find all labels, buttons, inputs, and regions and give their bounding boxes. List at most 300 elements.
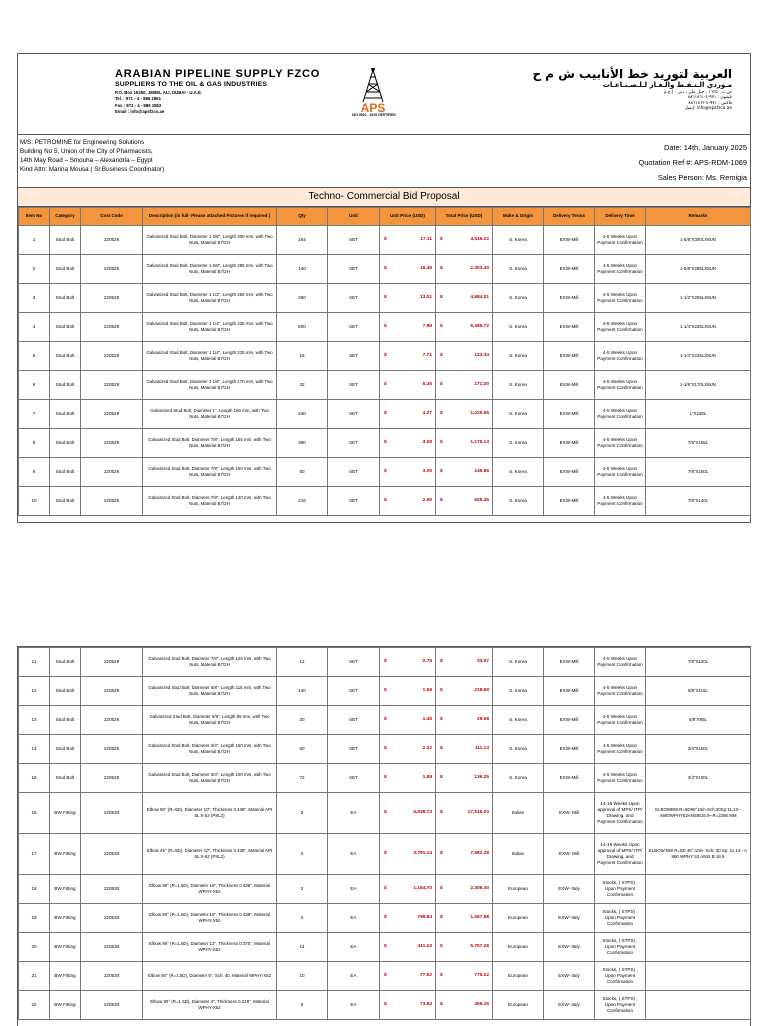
company-fax: Fax : 971 - 4 - 886 1862	[115, 102, 162, 108]
price-value: 13.01	[419, 294, 432, 300]
currency-symbol: $	[440, 914, 443, 920]
cell-qty: 360	[277, 284, 328, 313]
cell-item-no: 8	[19, 429, 50, 458]
cell-category: Stud Bolt	[50, 648, 81, 677]
cell-make-origin: S. Korea	[493, 313, 544, 342]
cell-description: Elbow 90° (R=1.5D), Diameter 18", Thickness 0.438", Material WPHY-X52	[143, 875, 277, 904]
cell-delivery-terms: EXW-Mill	[544, 400, 595, 429]
currency-symbol: $	[440, 850, 443, 856]
currency-symbol: $	[384, 972, 387, 978]
cell-make-origin: S. Korea	[493, 458, 544, 487]
cell-unit-price	[380, 255, 436, 284]
cell-category: BW Fitting	[50, 991, 81, 1020]
cell-unit-price	[380, 313, 436, 342]
currency-symbol: $	[384, 774, 387, 780]
cell-unit-price	[380, 764, 436, 793]
price-value: 1,154.70	[413, 885, 432, 891]
cell-item-no: 4	[19, 313, 50, 342]
quotation-meta	[639, 140, 747, 186]
table-row	[19, 400, 751, 429]
cell-delivery-time: 4-5 Weeks Upon Payment Confirmation	[595, 313, 646, 342]
price-value: 123.34	[474, 352, 489, 358]
table-row	[19, 255, 751, 284]
currency-symbol: $	[440, 381, 443, 387]
price-value: 7,582.28	[470, 850, 489, 856]
cell-unit-price	[380, 400, 436, 429]
cell-delivery-terms: EXW- Mill	[544, 834, 595, 875]
price-value: 1.89	[422, 774, 432, 780]
cell-delivery-terms: EXW- Italy	[544, 991, 595, 1020]
cell-unit: EA	[328, 834, 380, 875]
quotation-sheet-page-2	[17, 646, 751, 1026]
price-value: 1,597.68	[470, 914, 489, 920]
cell-delivery-terms: EXW-Mill	[544, 226, 595, 255]
table-row	[19, 764, 751, 793]
cell-qty: 16	[277, 342, 328, 371]
price-value: 5,838.73	[413, 809, 432, 815]
cell-cost-code: 220529	[81, 255, 143, 284]
cell-delivery-terms: EXW- Mill	[544, 793, 595, 834]
price-value: 1,025.65	[470, 410, 489, 416]
cell-make-origin: S. Korea	[493, 735, 544, 764]
cell-item-no: 22	[19, 991, 50, 1020]
price-value: 136.25	[474, 774, 489, 780]
company-address-ar: ص.ب ١٦٢٥٠ ، جبل علي ، دبي - إ.ع.م	[663, 90, 732, 95]
cell-category: BW Fitting	[50, 875, 81, 904]
cell-unit: SET	[328, 648, 380, 677]
client-info	[20, 138, 164, 174]
cell-item-no: 21	[19, 962, 50, 991]
cell-remarks: 7/8"X150L	[646, 458, 751, 487]
cell-qty: 5	[277, 991, 328, 1020]
cell-description: Elbow 90° (R=1.5D), Diameter 4", Thickness 0.218", Material WPHY-X52	[143, 991, 277, 1020]
cell-make-origin: European	[493, 991, 544, 1020]
cell-cost-code: 220530	[81, 962, 143, 991]
price-value: 2,303.40	[470, 265, 489, 271]
currency-symbol: $	[440, 265, 443, 271]
cell-category: Stud Bolt	[50, 429, 81, 458]
cell-total-price	[436, 677, 493, 706]
cell-unit: EA	[328, 962, 380, 991]
currency-symbol: $	[440, 658, 443, 664]
cell-category: BW Fitting	[50, 834, 81, 875]
cell-qty: 380	[277, 429, 328, 458]
cell-cost-code: 220529	[81, 284, 143, 313]
cell-remarks	[646, 933, 751, 962]
cell-unit: EA	[328, 991, 380, 1020]
cell-delivery-time: Stocks, ( STPS) , Upon Payment Confirmation	[595, 875, 646, 904]
cell-item-no: 9	[19, 458, 50, 487]
cell-unit-price	[380, 342, 436, 371]
cell-qty: 2	[277, 875, 328, 904]
cell-delivery-terms: EXW-Mill	[544, 342, 595, 371]
cell-unit-price	[380, 991, 436, 1020]
cell-unit: EA	[328, 933, 380, 962]
client-name: M/S: PETROMINE for Engineering Solutions	[20, 139, 145, 146]
cell-cost-code: 220529	[81, 371, 143, 400]
price-value: 3.09	[422, 439, 432, 445]
cell-make-origin: European	[493, 933, 544, 962]
sales-person: Sales Person: Ms. Remigia	[657, 173, 747, 183]
cell-make-origin: Italian	[493, 834, 544, 875]
cell-total-price	[436, 284, 493, 313]
cell-remarks: 1"X180L	[646, 400, 751, 429]
cell-description: Galvanized Stud Bolt, Diameter 1 1/8", Length 170 mm, with Two Nuts, Material B7/2H	[143, 371, 277, 400]
cell-remarks: ELBOWBW:R=5D90°10in-Sch:30Sp:11,13-- A860WPHY52ANSIB16.9--R=2286 MM	[646, 793, 751, 834]
cell-remarks: 1-1/8"X170LX8UN	[646, 371, 751, 400]
cell-unit-price	[380, 793, 436, 834]
currency-symbol: $	[384, 381, 387, 387]
cell-item-no: 11	[19, 648, 50, 677]
table-row	[19, 458, 751, 487]
currency-symbol: $	[384, 323, 387, 329]
cell-unit-price	[380, 933, 436, 962]
cell-remarks: 1-5/8"X285LX8UN	[646, 255, 751, 284]
company-email: Email : info@apsfzco.ae	[115, 109, 165, 115]
price-value: 218.69	[474, 687, 489, 693]
cell-make-origin: S. Korea	[493, 284, 544, 313]
cell-remarks: 5/8"X115L	[646, 677, 751, 706]
cell-total-price	[436, 933, 493, 962]
price-value: 4,684.01	[470, 294, 489, 300]
cell-unit: EA	[328, 875, 380, 904]
cell-item-no: 10	[19, 487, 50, 516]
table-row	[19, 284, 751, 313]
cell-unit: SET	[328, 458, 380, 487]
cell-item-no: 5	[19, 342, 50, 371]
currency-symbol: $	[440, 352, 443, 358]
cell-cost-code: 220529	[81, 342, 143, 371]
currency-symbol: $	[440, 1001, 443, 1007]
cell-delivery-terms: EXW- Italy	[544, 933, 595, 962]
cell-unit-price	[380, 458, 436, 487]
cell-unit-price	[380, 371, 436, 400]
price-value: 1.45	[422, 716, 432, 722]
cell-total-price	[436, 487, 493, 516]
cell-item-no: 3	[19, 284, 50, 313]
cell-total-price	[436, 793, 493, 834]
cell-unit: SET	[328, 677, 380, 706]
cell-remarks: 1-5/8"X300LX8UN	[646, 226, 751, 255]
cell-description: Elbow 90° (R=1.5D), Diameter 6", Sch. 40, Material WPHY-X52	[143, 962, 277, 991]
currency-symbol: $	[384, 716, 387, 722]
cell-delivery-terms: EXW-Mill	[544, 487, 595, 516]
cell-delivery-time: 4-5 Weeks Upon Payment Confirmation	[595, 284, 646, 313]
cell-category: BW Fitting	[50, 793, 81, 834]
currency-symbol: $	[440, 745, 443, 751]
cell-unit: SET	[328, 400, 380, 429]
column-header-qty: Qty	[277, 208, 328, 226]
cell-description: Galvanized Stud Bolt, Diameter 3/4", Length 100 mm, with Two Nuts, Material B7/2H	[143, 764, 277, 793]
cell-description: Galvanized Stud Bolt, Diameter 1", Length 180 mm, with Two Nuts, Material B7/2H	[143, 400, 277, 429]
cell-qty: 264	[277, 226, 328, 255]
table-row	[19, 875, 751, 904]
table-row	[19, 793, 751, 834]
cell-item-no: 20	[19, 933, 50, 962]
cell-delivery-time: 4-5 Weeks Upon Payment Confirmation	[595, 255, 646, 284]
client-address-line-1: Building No 5, Union of the City of Pharmacists,	[20, 148, 153, 155]
currency-symbol: $	[440, 774, 443, 780]
cell-make-origin: S. Korea	[493, 648, 544, 677]
cell-qty: 14	[277, 933, 328, 962]
cell-category: Stud Bolt	[50, 677, 81, 706]
cell-description: Galvanized Stud Bolt, Diameter 1 1/4", Length 235 mm, with Two Nuts, Material B7/2H	[143, 313, 277, 342]
currency-symbol: $	[384, 850, 387, 856]
cell-remarks: 7/8"X140L	[646, 487, 751, 516]
company-address: P.O. Box 16250, JEBEL ALI, DUBAI - U.A.E.	[115, 90, 203, 95]
cell-cost-code: 220530	[81, 834, 143, 875]
quotation-date: Date: 14th, January 2025	[664, 143, 747, 152]
currency-symbol: $	[384, 236, 387, 242]
cell-make-origin: S. Korea	[493, 255, 544, 284]
currency-symbol: $	[384, 914, 387, 920]
cell-delivery-terms: EXW-Mill	[544, 429, 595, 458]
cell-delivery-terms: EXW- Italy	[544, 875, 595, 904]
cell-delivery-time: 4-5 Weeks Upon Payment Confirmation	[595, 226, 646, 255]
cell-total-price	[436, 904, 493, 933]
table-row	[19, 904, 751, 933]
cell-delivery-terms: EXW- Italy	[544, 962, 595, 991]
cell-delivery-time: 4-5 Weeks Upon Payment Confirmation	[595, 400, 646, 429]
cell-total-price	[436, 991, 493, 1020]
cell-description: Galvanized Stud Bolt, Diameter 1 5/8", Length 300 mm, with Two Nuts, Material B7/2H	[143, 226, 277, 255]
price-value: 4,516.22	[470, 236, 489, 242]
cell-item-no: 17	[19, 834, 50, 875]
cell-delivery-terms: EXW-Mill	[544, 735, 595, 764]
cell-cost-code: 220529	[81, 735, 143, 764]
cell-cost-code: 220529	[81, 648, 143, 677]
cell-description: Elbow 90° (R=1.5D), Diameter 16", Thickness 0.438", Material WPHY-X52	[143, 904, 277, 933]
price-value: 369.15	[474, 1001, 489, 1007]
currency-symbol: $	[384, 943, 387, 949]
price-value: 1.56	[422, 687, 432, 693]
price-value: 73.83	[419, 1001, 432, 1007]
column-header-unit-price: Unit Price (USD)	[380, 208, 436, 226]
price-value: 3,791.14	[413, 850, 432, 856]
cell-delivery-time: 14-16 Weeks Upon approval of MPS/ ITP/ Drawing, and Payment Confirmation	[595, 793, 646, 834]
cell-item-no: 1	[19, 226, 50, 255]
cell-total-price	[436, 313, 493, 342]
cell-cost-code: 220529	[81, 458, 143, 487]
cell-remarks	[646, 991, 751, 1020]
price-value: 7.99	[422, 323, 432, 329]
cell-qty: 2	[277, 834, 328, 875]
column-header-description: Description (in full- Please attached Pictures if required )	[143, 208, 277, 226]
cell-category: Stud Bolt	[50, 371, 81, 400]
cell-total-price	[436, 226, 493, 255]
cell-qty: 50	[277, 735, 328, 764]
currency-symbol: $	[440, 236, 443, 242]
cell-category: Stud Bolt	[50, 458, 81, 487]
cell-description: Galvanized Stud Bolt, Diameter 5/8", Length 95 mm, with Two Nuts, Material B7/2H	[143, 706, 277, 735]
currency-symbol: $	[440, 468, 443, 474]
cell-make-origin: S. Korea	[493, 371, 544, 400]
price-value: 149.86	[474, 468, 489, 474]
cell-item-no: 15	[19, 764, 50, 793]
cell-description: Galvanized Stud Bolt, Diameter 3/4", Length 150 mm, with Two Nuts, Material B7/2H	[143, 735, 277, 764]
cell-unit-price	[380, 735, 436, 764]
company-tagline-en: SUPPLIERS TO THE OIL & GAS INDUSTRIES	[115, 81, 268, 88]
cell-delivery-time: Stocks, ( STPS) , Upon Payment Confirmation	[595, 933, 646, 962]
cell-unit-price	[380, 677, 436, 706]
cell-category: Stud Bolt	[50, 255, 81, 284]
cell-unit-price	[380, 706, 436, 735]
cell-qty: 140	[277, 255, 328, 284]
table-row	[19, 371, 751, 400]
table-row	[19, 933, 751, 962]
cell-cost-code: 220529	[81, 677, 143, 706]
price-value: 7.71	[422, 352, 432, 358]
currency-symbol: $	[440, 687, 443, 693]
cell-delivery-time: Stocks, ( STPS) , Upon Payment Confirmation	[595, 962, 646, 991]
cell-unit: SET	[328, 429, 380, 458]
cell-make-origin: S. Korea	[493, 226, 544, 255]
cell-unit-price	[380, 226, 436, 255]
price-value: 29.08	[476, 716, 489, 722]
table-row	[19, 226, 751, 255]
cell-delivery-time: 4-5 Weeks Upon Payment Confirmation	[595, 706, 646, 735]
cell-unit: SET	[328, 764, 380, 793]
currency-symbol: $	[384, 439, 387, 445]
price-value: 2.76	[422, 658, 432, 664]
cell-make-origin: S. Korea	[493, 400, 544, 429]
cell-description: Galvanized Stud Bolt, Diameter 1 1/4", Length 225 mm, with Two Nuts, Material B7/2H	[143, 342, 277, 371]
cell-category: BW Fitting	[50, 962, 81, 991]
cell-unit: SET	[328, 342, 380, 371]
cell-qty: 10	[277, 962, 328, 991]
price-value: 16.45	[419, 265, 432, 271]
cell-cost-code: 220530	[81, 933, 143, 962]
cell-remarks: 7/8"X155L	[646, 429, 751, 458]
price-value: 411.23	[417, 943, 432, 949]
cell-description: Galvanized Stud Bolt, Diameter 7/8", Length 140 mm, with Two Nuts, Material B7/2H	[143, 487, 277, 516]
currency-symbol: $	[440, 885, 443, 891]
cell-total-price	[436, 764, 493, 793]
cell-item-no: 12	[19, 677, 50, 706]
cell-make-origin: European	[493, 875, 544, 904]
cell-item-no: 2	[19, 255, 50, 284]
column-header-item-no: Item No	[19, 208, 50, 226]
cell-remarks: 3/4"X100L	[646, 764, 751, 793]
currency-symbol: $	[384, 687, 387, 693]
cell-delivery-time: Stocks, ( STPS) , Upon Payment Confirmation	[595, 991, 646, 1020]
cell-qty: 50	[277, 458, 328, 487]
cell-unit-price	[380, 284, 436, 313]
cell-description: Galvanized Stud Bolt, Diameter 5/8", Length 115 mm, with Two Nuts, Material B7/2H	[143, 677, 277, 706]
currency-symbol: $	[440, 294, 443, 300]
quotation-sheet-page-1	[17, 53, 751, 523]
cell-category: Stud Bolt	[50, 400, 81, 429]
cell-delivery-terms: EXW-Mill	[544, 313, 595, 342]
cell-cost-code: 220530	[81, 793, 143, 834]
currency-symbol: $	[384, 1001, 387, 1007]
cell-make-origin: S. Korea	[493, 706, 544, 735]
cell-category: Stud Bolt	[50, 313, 81, 342]
cell-unit: SET	[328, 735, 380, 764]
company-email-ar: info@apsfzco.ae :إيميل	[684, 106, 732, 112]
cell-make-origin: European	[493, 904, 544, 933]
cell-cost-code: 220529	[81, 313, 143, 342]
cell-category: Stud Bolt	[50, 342, 81, 371]
cell-total-price	[436, 371, 493, 400]
cell-unit-price	[380, 648, 436, 677]
company-name-en: ARABIAN PIPELINE SUPPLY FZCO	[115, 68, 321, 80]
cell-remarks: 7/8"X120L	[646, 648, 751, 677]
currency-symbol: $	[440, 323, 443, 329]
cell-description: Elbow 90° (R=1.5D), Diameter 12", Thickness 0.375", Material WPHY-X52	[143, 933, 277, 962]
column-header-make-origin: Make & Origin	[493, 208, 544, 226]
cell-total-price	[436, 875, 493, 904]
cell-total-price	[436, 458, 493, 487]
cell-remarks: 1-1/4"X235LX8UN	[646, 313, 751, 342]
currency-symbol: $	[440, 439, 443, 445]
cell-cost-code: 220530	[81, 991, 143, 1020]
letterhead	[18, 54, 750, 134]
table-row	[19, 429, 751, 458]
company-tagline-ar: مـوردي الـنـفـط والـغـاز لـلـصـنـاعـات	[602, 81, 732, 89]
client-attention: Kind Attn: Marina Mousa ( Sr.Business Coordinator)	[20, 166, 165, 173]
cell-delivery-time: 4-5 Weeks Upon Payment Confirmation	[595, 764, 646, 793]
currency-symbol: $	[384, 265, 387, 271]
currency-symbol: $	[384, 468, 387, 474]
table-row	[19, 962, 751, 991]
currency-symbol: $	[384, 294, 387, 300]
cell-category: BW Fitting	[50, 933, 81, 962]
quotation-ref: Quotation Ref #: APS-RDM-1069	[638, 158, 747, 168]
cell-unit: SET	[328, 706, 380, 735]
cell-unit: SET	[328, 313, 380, 342]
column-header-delivery-terms: Delivery Terms	[544, 208, 595, 226]
cell-item-no: 16	[19, 793, 50, 834]
cell-description: Elbow 90° (R=5D), Diameter 10", Thickness 0.438", Material API 5L X-52 (PSL2)	[143, 793, 277, 834]
cell-unit: SET	[328, 371, 380, 400]
cell-make-origin: S. Korea	[493, 764, 544, 793]
cell-cost-code: 220529	[81, 400, 143, 429]
cell-delivery-time: Stocks, ( STPS) , Upon Payment Confirmation	[595, 904, 646, 933]
cell-category: Stud Bolt	[50, 735, 81, 764]
cell-qty: 240	[277, 400, 328, 429]
client-address-line-2: 14th May Road – Smouha – Alexandria – Egypt	[20, 157, 153, 164]
cell-unit: SET	[328, 255, 380, 284]
cell-qty: 12	[277, 648, 328, 677]
cell-category: Stud Bolt	[50, 487, 81, 516]
cell-delivery-time: 4-5 Weeks Upon Payment Confirmation	[595, 735, 646, 764]
cell-description: Galvanized Stud Bolt, Diameter 1 5/8", Length 285 mm, with Two Nuts, Material B7/2H	[143, 255, 277, 284]
company-logo	[347, 68, 399, 116]
cell-delivery-terms: EXW-Mill	[544, 648, 595, 677]
cell-total-price	[436, 400, 493, 429]
price-value: 775.22	[474, 972, 489, 978]
cell-category: BW Fitting	[50, 904, 81, 933]
cell-description: Galvanized Stud Bolt, Diameter 7/8", Length 155 mm, with Two Nuts, Material B7/2H	[143, 429, 277, 458]
currency-symbol: $	[384, 885, 387, 891]
price-value: 2,309.40	[470, 885, 489, 891]
table-row	[19, 706, 751, 735]
logo-text: APS	[360, 101, 386, 115]
cell-total-price	[436, 962, 493, 991]
cell-make-origin: S. Korea	[493, 342, 544, 371]
cell-delivery-time: 4-5 Weeks Upon Payment Confirmation	[595, 342, 646, 371]
currency-symbol: $	[384, 410, 387, 416]
price-value: 77.52	[419, 972, 432, 978]
cell-delivery-time: 4-5 Weeks Upon Payment Confirmation	[595, 371, 646, 400]
iso-certification: ISO 9001 : 2015 CERTIFIED	[352, 113, 396, 117]
cell-description: Elbow 45° (R=5D), Diameter 10", Thickness 0.438", Material API 5L X-52 (PSL2)	[143, 834, 277, 875]
company-fax-ar: فاكس : ٩٧١-٤-٨٨٦١٨٦٢	[688, 100, 732, 106]
cell-make-origin: S. Korea	[493, 677, 544, 706]
header-divider	[18, 134, 750, 135]
table-row	[19, 991, 751, 1020]
